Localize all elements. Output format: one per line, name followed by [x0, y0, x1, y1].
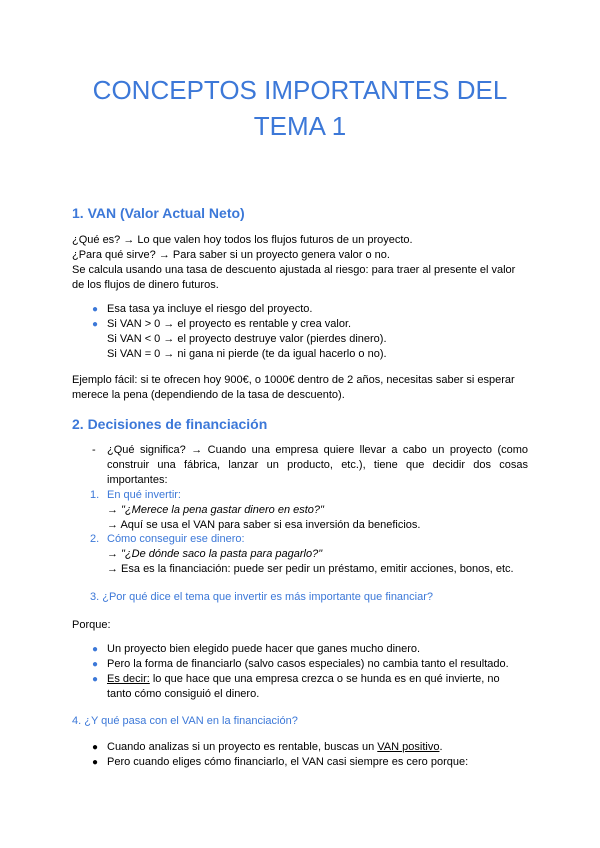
- numbered-item-1: [72, 488, 528, 533]
- section-3-bullets: [72, 642, 528, 702]
- bullet-icon: ●: [92, 304, 99, 315]
- bullet-icon: ●: [92, 674, 99, 685]
- text-line: ¿Para qué sirve? → Para saber si un proyecto genera valor o no.: [72, 249, 390, 261]
- bullet-icon: ●: [92, 644, 99, 655]
- item-label: Cómo conseguir ese dinero:: [107, 533, 245, 545]
- section-1-example: [72, 373, 528, 403]
- text-line: merece la pena (dependiendo de la tasa de descuento).: [72, 389, 345, 401]
- item-number: 1.: [90, 489, 100, 501]
- item-note: → Esa es la financiación: puede ser pedir un préstamo, emitir acciones, bonos, etc.: [107, 563, 514, 575]
- underlined-text: Es decir:: [107, 673, 150, 685]
- bullet-icon: ●: [92, 742, 99, 753]
- underlined-text: VAN positivo: [377, 741, 440, 753]
- item-label: En qué invertir:: [107, 489, 181, 501]
- section-3-heading: 3. ¿Por qué dice el tema que invertir es más importante que financiar?: [90, 591, 434, 603]
- list-item: ● Pero cuando eliges cómo financiarlo, el VAN casi siempre es cero porque:: [92, 756, 469, 768]
- bullet-icon: ●: [92, 319, 99, 330]
- bullet-icon: ●: [92, 659, 99, 670]
- text-line: Se calcula usando una tasa de descuento ajustada al riesgo: para traer al presente el valor: [72, 264, 516, 276]
- dash-icon: -: [92, 444, 96, 456]
- section-1-heading: 1. VAN (Valor Actual Neto): [72, 205, 245, 221]
- porque-label: Porque:: [72, 619, 111, 631]
- section-4-heading: 4. ¿Y qué pasa con el VAN en la financiación?: [72, 715, 298, 727]
- text-line: Ejemplo fácil: si te ofrecen hoy 900€, o 1000€ dentro de 2 años, necesitas saber si esperar: [72, 374, 515, 386]
- text-line: ¿Qué es? → Lo que valen hoy todos los flujos futuros de un proyecto.: [72, 234, 413, 246]
- bullet-icon: ●: [92, 757, 99, 768]
- list-subline: Si VAN = 0 → ni gana ni pierde (te da igual hacerlo o no).: [107, 348, 387, 360]
- page-title: CONCEPTOS IMPORTANTES DEL TEMA 1: [92, 75, 508, 141]
- numbered-item-2: [72, 532, 528, 577]
- item-quote: → "¿Merece la pena gastar dinero en esto?": [107, 504, 324, 516]
- list-item: ● Esa tasa ya incluye el riesgo del proyecto.: [92, 303, 313, 315]
- item-quote: → "¿De dónde saco la pasta para pagarlo?": [107, 548, 323, 560]
- list-item: ● Un proyecto bien elegido puede hacer que ganes mucho dinero.: [92, 643, 421, 655]
- section-1-intro: [72, 233, 528, 293]
- list-item: ● Si VAN > 0 → el proyecto es rentable y crea valor.: [92, 318, 352, 330]
- list-item: ● Cuando analizas si un proyecto es rentable, buscas un VAN positivo.: [92, 741, 443, 753]
- list-item: ● Es decir: lo que hace que una empresa crezca o se hunda es en qué invierte, no: [92, 673, 500, 685]
- section-1-bullets: [72, 302, 528, 362]
- section-2-heading: 2. Decisiones de financiación: [72, 416, 268, 432]
- list-item: ● Pero la forma de financiarlo (salvo casos especiales) no cambia tanto el resultado.: [92, 658, 509, 670]
- dash-list-item: - ¿Qué significa? → Cuando una empresa quiere llevar a cabo un proyecto (como construir una fábrica, lanzar un producto, etc.), tiene que decidir dos cosas importantes:: [92, 444, 528, 486]
- item-number: 2.: [90, 533, 100, 545]
- section-4-bullets: [72, 740, 528, 770]
- item-note: → Aquí se usa el VAN para saber si esa inversión da beneficios.: [107, 519, 421, 531]
- list-subline: Si VAN < 0 → el proyecto destruye valor (pierdes dinero).: [107, 333, 387, 345]
- list-subline: tanto cómo consiguió el dinero.: [107, 688, 260, 700]
- text-line: de los flujos de dinero futuros.: [72, 279, 219, 291]
